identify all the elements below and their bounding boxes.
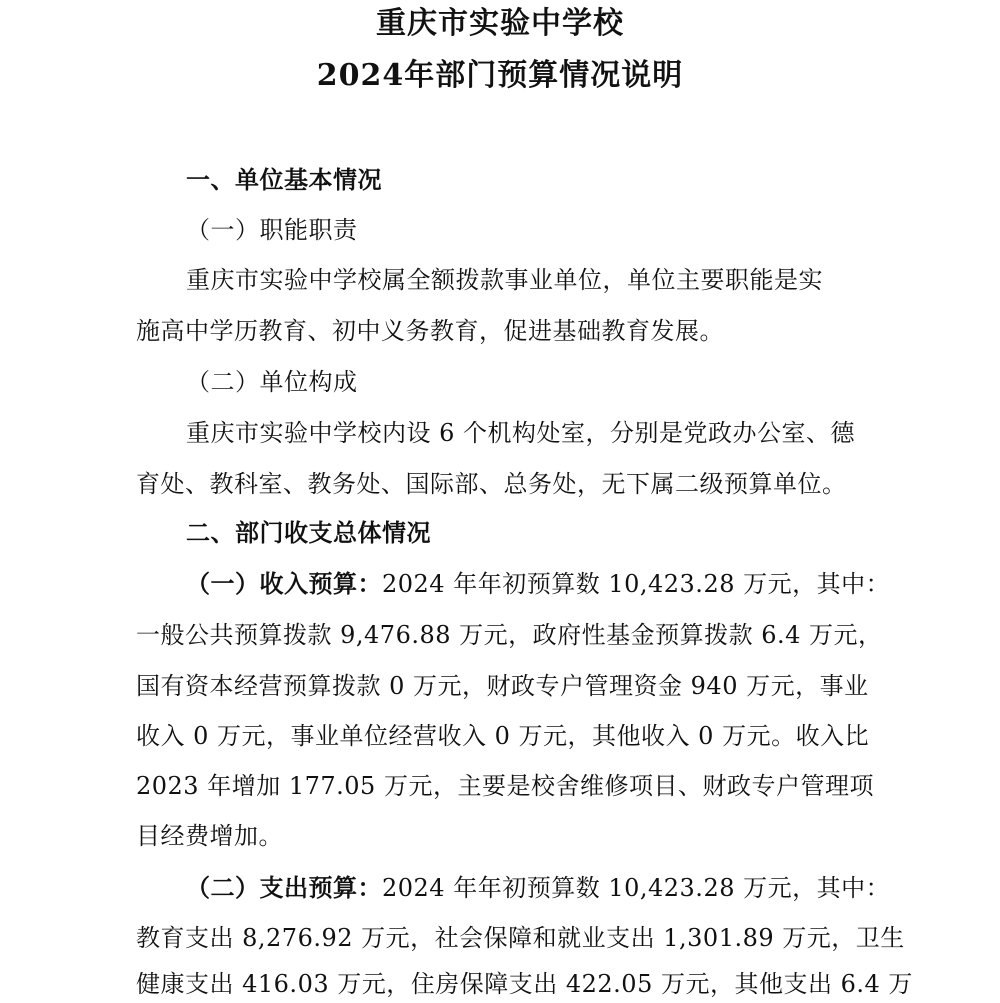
paragraph-line: 重庆市实验中学校内设 6 个机构处室，分别是党政办公室、德	[186, 419, 856, 447]
paragraph-line: 施高中学历教育、初中义务教育，促进基础教育发展。	[136, 317, 724, 345]
subsection-heading-functions: （一）职能职责	[186, 216, 358, 244]
document-title: 重庆市实验中学校	[376, 6, 624, 41]
expense-budget-label: （二）支出预算：	[186, 873, 382, 902]
income-budget-total: 2024 年年初预算数 10,423.28 万元，其中：	[382, 570, 891, 598]
paragraph-line: 教育支出 8,276.92 万元，社会保障和就业支出 1,301.89 万元，卫生	[136, 924, 905, 952]
paragraph-line: 2023 年增加 177.05 万元，主要是校舍维修项目、财政专户管理项	[136, 772, 874, 800]
paragraph-line-expense-start	[186, 872, 890, 904]
paragraph-line: 收入 0 万元，事业单位经营收入 0 万元，其他收入 0 万元。收入比	[136, 722, 870, 750]
section-heading-budget-overview: 二、部门收支总体情况	[186, 518, 431, 547]
document-subtitle: 2024年部门预算情况说明	[316, 58, 684, 93]
paragraph-line: 目经费增加。	[136, 822, 283, 850]
paragraph-line: 一般公共预算拨款 9,476.88 万元，政府性基金预算拨款 6.4 万元，	[136, 621, 883, 649]
paragraph-line: 重庆市实验中学校属全额拨款事业单位，单位主要职能是实	[186, 266, 823, 294]
paragraph-line: 育处、教科室、教务处、国际部、总务处，无下属二级预算单位。	[136, 470, 847, 498]
paragraph-line: 国有资本经营预算拨款 0 万元，财政专户管理资金 940 万元，事业	[136, 672, 869, 700]
paragraph-line-income-start	[186, 568, 890, 600]
income-budget-label: （一）收入预算：	[186, 569, 382, 598]
section-heading-unit-basics: 一、单位基本情况	[186, 165, 382, 194]
paragraph-line: 健康支出 416.03 万元，住房保障支出 422.05 万元，其他支出 6.4 万	[136, 970, 913, 998]
expense-budget-total: 2024 年年初预算数 10,423.28 万元，其中：	[382, 874, 891, 902]
subsection-heading-composition: （二）单位构成	[186, 368, 358, 396]
